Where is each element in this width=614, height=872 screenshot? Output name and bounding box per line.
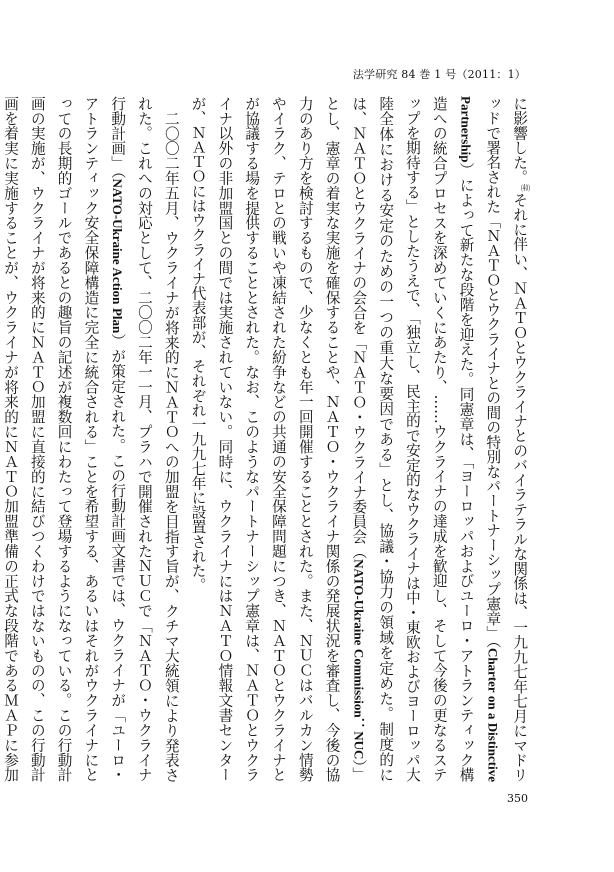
text-segment: ）によって新たな段階を迎えた。同憲章は、「ヨーロッパおよびユーロ・アトランティック構造への統合プロセスを深めていくにあたり、……ウクライナの達成を歓迎し、そして今後の更なるステップを期待する」としたうえで、「独立し、民主的で安定的なウクライナは中・東欧およびヨーロッパ大陸全体における安定のための一つの重大な要因である」とし、協議・協力の領域を定めた。制度的には、ＮＡＴＯとウクライナの会合を「ＮＡＴＯ・ウクライナ委員会（	[350, 96, 475, 782]
paragraph-1	[184, 96, 538, 782]
article-body	[2, 96, 538, 783]
latin-term: Charter on a Distinctive Partnership	[458, 96, 501, 783]
latin-term: NATO-Ukraine Commission：NUC	[351, 559, 367, 760]
text-segment: 二〇〇二年五月、ウクライナが将来的にＮＡＴＯへの加盟を目指す旨が、クチマ大統領により発表された。これへの対応として、二〇〇二年一一月、プラハで開催されたＮＵＣで「ＮＡＴＯ・ウクライナ行動計画」（	[109, 96, 180, 782]
text-segment: それに伴い、ＮＡＴＯとウクライナとのバイラテラルな関係は、一九九七年七月にマドリッドで署名された「ＮＡＴＯとウクライナとの間の特別なパートナーシップ憲章」（	[484, 96, 529, 782]
paragraph-2	[0, 96, 184, 782]
text-segment: ）が策定された。この行動計画文書では、ウクライナが「ユーロ・アトランティック安全保障構造に完全に統合される」ことを希望する、あるいはそれがウクライナにとっての長期的ゴールであるとの趣旨の記述が複数回にわたって登場するようになっている。この行動計画の実施が、ウクライナが将来的にＮＡＴＯ加盟に直接的に結びつくわけではないものの、この行動計画を着実に実施することが、ウクライナが将来的にＮＡＴＯ加盟準備の正式な段階であるＭＡＰに参加	[2, 96, 127, 782]
text-segment: に影響した。	[511, 96, 529, 185]
text-segment: ）」とし、憲章の着実な実施を確保することや、ＮＡＴＯ・ウクライナ関係の発展状況を審査し、今後の協力のあり方を検討するもので、少なくとも年一回開催することとされた。また、ＮＵＣはバルカン情勢やイラク、テロとの戦いや凍結された紛争などの共通の安全保障問題につき、ＮＡＴＯとウクライナとが協議する場を提供することとされた。なお、このようなパートナーシップ憲章は、ＮＡＴＯとウクライナ以外の非加盟国との間では実施されていない。同時に、ウクライナにはＮＡＴＯ情報文書センターが、ＮＡＴＯにはウクライナ代表部が、それぞれ一九九七年に設置された。	[189, 96, 368, 782]
latin-term: NATO-Ukraine Action Plan	[110, 178, 126, 334]
footnote-ref-40[interactable]: (40)	[521, 184, 530, 193]
page-number: 350	[507, 792, 528, 805]
running-header: 法学研究 84 巻 1 号（2011：1）	[352, 68, 526, 81]
